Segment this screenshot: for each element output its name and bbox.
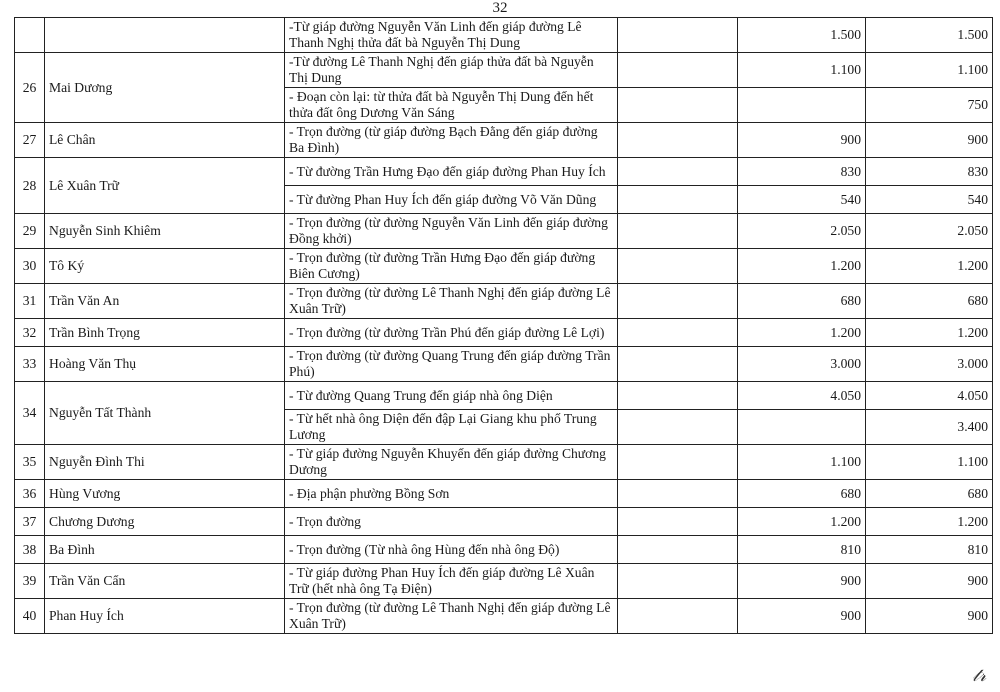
empty-cell bbox=[618, 249, 738, 284]
empty-cell bbox=[618, 347, 738, 382]
street-name: Mai Dương bbox=[45, 53, 285, 123]
table-body bbox=[15, 18, 993, 634]
segment-description: - Trọn đường bbox=[285, 508, 618, 536]
price-cell-adjusted: 1.100 bbox=[866, 53, 993, 88]
segment-description: - Trọn đường (từ đường Lê Thanh Nghị đến giáp đường Lê Xuân Trữ) bbox=[285, 284, 618, 319]
price-cell-adjusted: 810 bbox=[866, 536, 993, 564]
segment-description: - Trọn đường (từ đường Lê Thanh Nghị đến giáp đường Lê Xuân Trữ) bbox=[285, 599, 618, 634]
empty-cell bbox=[618, 319, 738, 347]
table-row bbox=[15, 319, 993, 347]
row-number: 36 bbox=[15, 480, 45, 508]
table-row bbox=[15, 599, 993, 634]
price-cell: 680 bbox=[738, 480, 866, 508]
price-cell: 900 bbox=[738, 123, 866, 158]
price-cell-adjusted: 900 bbox=[866, 123, 993, 158]
empty-cell bbox=[618, 480, 738, 508]
empty-cell bbox=[618, 214, 738, 249]
table-row bbox=[15, 536, 993, 564]
page-number: 32 bbox=[492, 0, 508, 16]
price-cell-adjusted: 1.100 bbox=[866, 445, 993, 480]
price-cell bbox=[738, 88, 866, 123]
table-row bbox=[15, 445, 993, 480]
price-cell: 1.200 bbox=[738, 508, 866, 536]
table-row bbox=[15, 214, 993, 249]
street-name: Ba Đình bbox=[45, 536, 285, 564]
table-row bbox=[15, 347, 993, 382]
street-name: Trần Văn An bbox=[45, 284, 285, 319]
price-cell-adjusted: 1.200 bbox=[866, 508, 993, 536]
price-cell: 830 bbox=[738, 158, 866, 186]
empty-cell bbox=[618, 382, 738, 410]
table-row bbox=[15, 508, 993, 536]
empty-cell bbox=[618, 599, 738, 634]
row-number: 37 bbox=[15, 508, 45, 536]
street-name bbox=[45, 18, 285, 53]
street-name: Nguyễn Tất Thành bbox=[45, 382, 285, 445]
segment-description: - Từ hết nhà ông Diện đến đập Lại Giang khu phố Trung Lương bbox=[285, 410, 618, 445]
segment-description: - Từ đường Trần Hưng Đạo đến giáp đường Phan Huy Ích bbox=[285, 158, 618, 186]
row-number: 35 bbox=[15, 445, 45, 480]
price-cell-adjusted: 680 bbox=[866, 284, 993, 319]
price-cell: 1.100 bbox=[738, 53, 866, 88]
segment-description: - Từ đường Quang Trung đến giáp nhà ông Diện bbox=[285, 382, 618, 410]
price-cell: 1.200 bbox=[738, 249, 866, 284]
table-row bbox=[15, 123, 993, 158]
row-number: 30 bbox=[15, 249, 45, 284]
price-cell: 1.500 bbox=[738, 18, 866, 53]
row-number: 40 bbox=[15, 599, 45, 634]
price-cell: 810 bbox=[738, 536, 866, 564]
table-row bbox=[15, 158, 993, 186]
empty-cell bbox=[618, 88, 738, 123]
empty-cell bbox=[618, 284, 738, 319]
segment-description: - Trọn đường (từ đường Quang Trung đến giáp đường Trần Phú) bbox=[285, 347, 618, 382]
street-name: Trần Văn Cẩn bbox=[45, 564, 285, 599]
price-cell-adjusted: 680 bbox=[866, 480, 993, 508]
street-name: Chương Dương bbox=[45, 508, 285, 536]
segment-description: - Trọn đường (Từ nhà ông Hùng đến nhà ông Độ) bbox=[285, 536, 618, 564]
street-name: Nguyễn Sinh Khiêm bbox=[45, 214, 285, 249]
segment-description: - Trọn đường (từ đường Nguyễn Văn Linh đến giáp đường Đồng khởi) bbox=[285, 214, 618, 249]
street-name: Lê Chân bbox=[45, 123, 285, 158]
table-row bbox=[15, 18, 993, 53]
street-name: Phan Huy Ích bbox=[45, 599, 285, 634]
street-name: Trần Bình Trọng bbox=[45, 319, 285, 347]
price-cell: 1.100 bbox=[738, 445, 866, 480]
price-cell-adjusted: 1.500 bbox=[866, 18, 993, 53]
segment-description: - Trọn đường (từ đường Trần Hưng Đạo đến giáp đường Biên Cương) bbox=[285, 249, 618, 284]
price-cell-adjusted: 1.200 bbox=[866, 319, 993, 347]
table-row bbox=[15, 284, 993, 319]
street-name: Tô Ký bbox=[45, 249, 285, 284]
table-row bbox=[15, 53, 993, 88]
empty-cell bbox=[618, 536, 738, 564]
segment-description: -Từ giáp đường Nguyễn Văn Linh đến giáp đường Lê Thanh Nghị thửa đất bà Nguyễn Thị Dung bbox=[285, 18, 618, 53]
price-cell: 900 bbox=[738, 564, 866, 599]
segment-description: - Đoạn còn lại: từ thửa đất bà Nguyễn Thị Dung đến hết thửa đất ông Dương Văn Sáng bbox=[285, 88, 618, 123]
row-number: 26 bbox=[15, 53, 45, 123]
street-name: Lê Xuân Trữ bbox=[45, 158, 285, 214]
price-cell: 900 bbox=[738, 599, 866, 634]
segment-description: - Từ giáp đường Nguyễn Khuyến đến giáp đường Chương Dương bbox=[285, 445, 618, 480]
segment-description: - Từ đường Phan Huy Ích đến giáp đường Võ Văn Dũng bbox=[285, 186, 618, 214]
initials-mark: 𝓉𝓇 bbox=[972, 665, 986, 685]
empty-cell bbox=[618, 564, 738, 599]
price-cell: 680 bbox=[738, 284, 866, 319]
table-row bbox=[15, 480, 993, 508]
empty-cell bbox=[618, 18, 738, 53]
price-cell-adjusted: 1.200 bbox=[866, 249, 993, 284]
row-number: 31 bbox=[15, 284, 45, 319]
price-cell: 2.050 bbox=[738, 214, 866, 249]
row-number: 34 bbox=[15, 382, 45, 445]
table-row bbox=[15, 564, 993, 599]
empty-cell bbox=[618, 158, 738, 186]
row-number: 33 bbox=[15, 347, 45, 382]
price-cell-adjusted: 540 bbox=[866, 186, 993, 214]
empty-cell bbox=[618, 53, 738, 88]
price-cell-adjusted: 900 bbox=[866, 564, 993, 599]
empty-cell bbox=[618, 410, 738, 445]
segment-description: -Từ đường Lê Thanh Nghị đến giáp thửa đất bà Nguyễn Thị Dung bbox=[285, 53, 618, 88]
price-cell: 1.200 bbox=[738, 319, 866, 347]
price-cell bbox=[738, 410, 866, 445]
row-number: 39 bbox=[15, 564, 45, 599]
empty-cell bbox=[618, 123, 738, 158]
segment-description: - Trọn đường (từ đường Trần Phú đến giáp đường Lê Lợi) bbox=[285, 319, 618, 347]
price-cell: 540 bbox=[738, 186, 866, 214]
street-name: Hoàng Văn Thụ bbox=[45, 347, 285, 382]
price-cell-adjusted: 900 bbox=[866, 599, 993, 634]
row-number: 38 bbox=[15, 536, 45, 564]
street-name: Nguyễn Đình Thi bbox=[45, 445, 285, 480]
price-cell-adjusted: 3.000 bbox=[866, 347, 993, 382]
empty-cell bbox=[618, 186, 738, 214]
row-number: 28 bbox=[15, 158, 45, 214]
row-number bbox=[15, 18, 45, 53]
price-cell-adjusted: 3.400 bbox=[866, 410, 993, 445]
table-row bbox=[15, 249, 993, 284]
price-cell-adjusted: 750 bbox=[866, 88, 993, 123]
row-number: 29 bbox=[15, 214, 45, 249]
price-cell: 3.000 bbox=[738, 347, 866, 382]
price-table bbox=[14, 17, 993, 634]
street-name: Hùng Vương bbox=[45, 480, 285, 508]
price-cell: 4.050 bbox=[738, 382, 866, 410]
table-row bbox=[15, 382, 993, 410]
price-cell-adjusted: 2.050 bbox=[866, 214, 993, 249]
row-number: 27 bbox=[15, 123, 45, 158]
empty-cell bbox=[618, 508, 738, 536]
row-number: 32 bbox=[15, 319, 45, 347]
price-cell-adjusted: 830 bbox=[866, 158, 993, 186]
segment-description: - Trọn đường (từ giáp đường Bạch Đằng đến giáp đường Ba Đình) bbox=[285, 123, 618, 158]
price-cell-adjusted: 4.050 bbox=[866, 382, 993, 410]
empty-cell bbox=[618, 445, 738, 480]
segment-description: - Từ giáp đường Phan Huy Ích đến giáp đường Lê Xuân Trữ (hết nhà ông Tạ Điện) bbox=[285, 564, 618, 599]
segment-description: - Địa phận phường Bồng Sơn bbox=[285, 480, 618, 508]
